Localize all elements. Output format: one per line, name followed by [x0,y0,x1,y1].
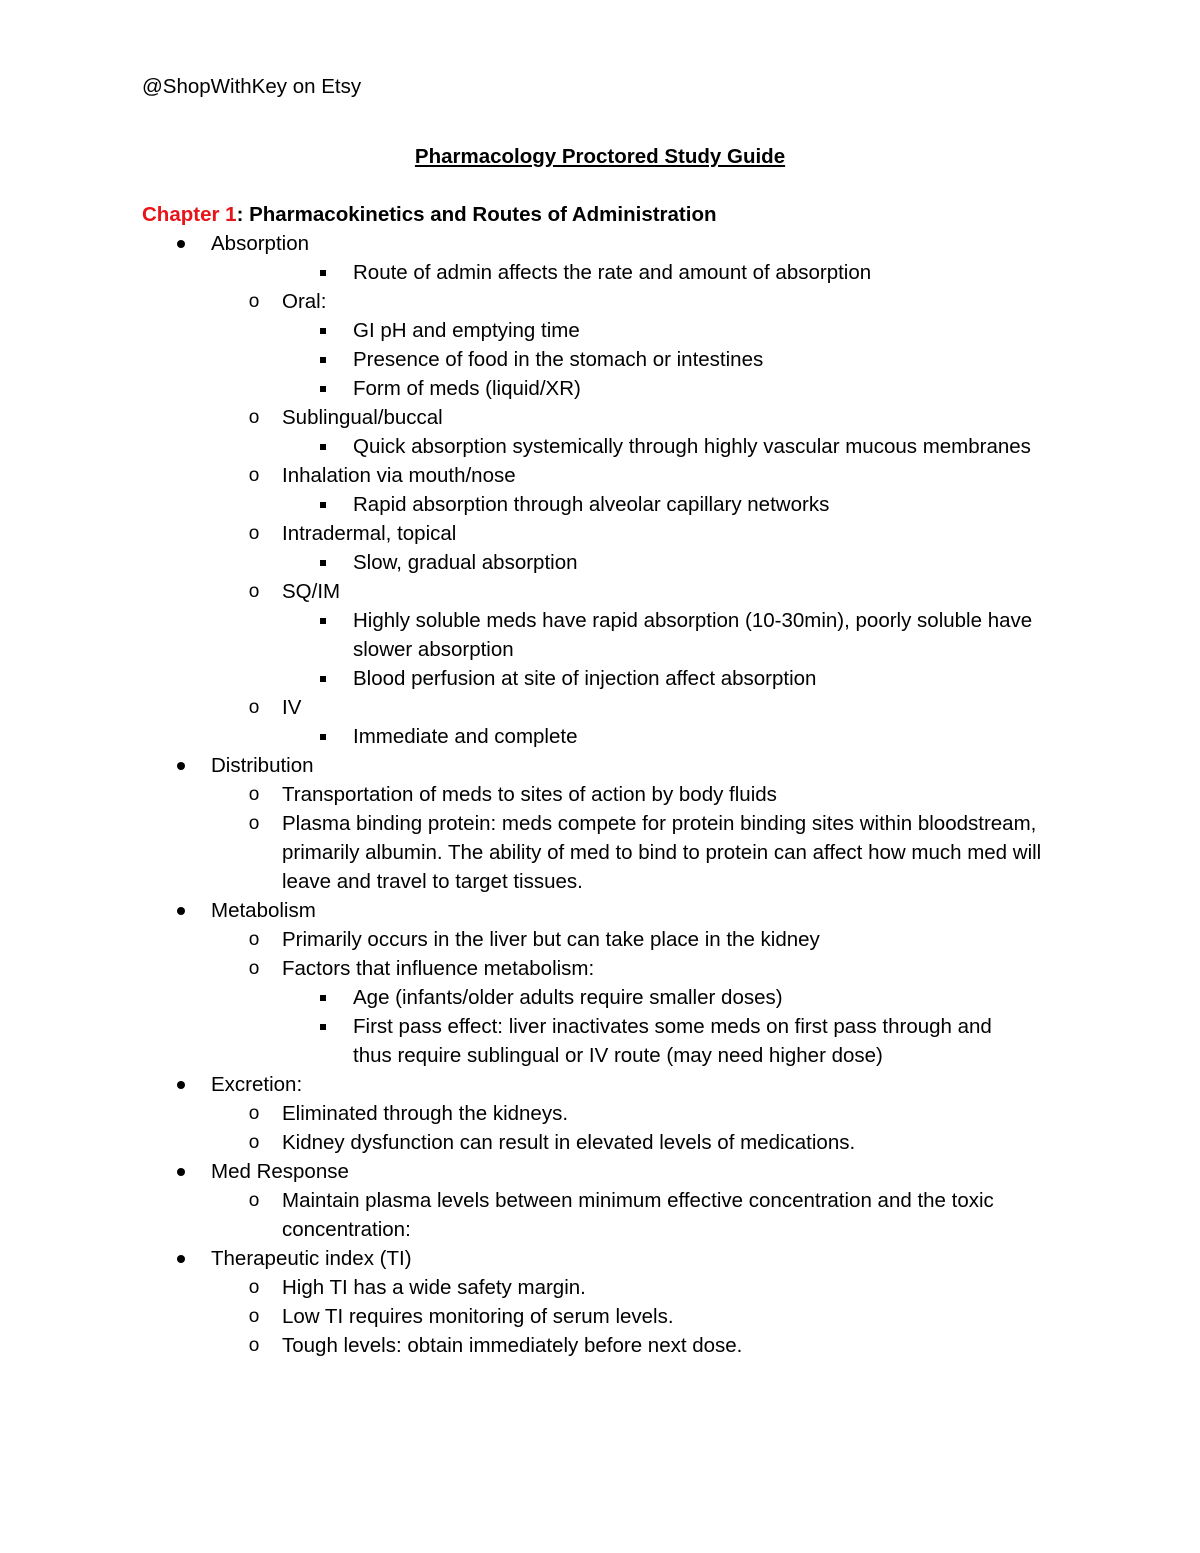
bullet-icon [171,751,191,780]
list-item-text: Sublingual/buccal [282,406,443,429]
list-item [0,345,1200,374]
list-item [0,780,1200,809]
list-item-text: Distribution [211,754,314,777]
list-item-text: GI pH and emptying time [353,319,580,342]
list-item [0,258,1200,287]
square-bullet-icon [313,606,333,635]
list-item-text: SQ/IM [282,580,341,603]
list-item-text: Low TI requires monitoring of serum levels. [282,1305,674,1328]
list-item [0,374,1200,403]
list-item [0,954,1200,983]
circle-bullet-icon: o [248,958,260,979]
list-item [0,1244,1200,1273]
list-item-text: Intradermal, topical [282,522,457,545]
list-item [0,461,1200,490]
list-item-text: High TI has a wide safety margin. [282,1276,586,1299]
circle-bullet-icon: o [248,813,260,834]
list-item [0,1070,1200,1099]
list-item [0,925,1200,954]
list-item-text: Blood perfusion at site of injection affect absorption [353,667,817,690]
circle-bullet-icon: o [248,407,260,428]
square-bullet-icon [313,722,333,751]
list-item [0,809,1200,896]
circle-bullet-icon: o [248,581,260,602]
list-item [0,1012,1200,1070]
list-item-text: Eliminated through the kidneys. [282,1102,569,1125]
list-item-text: Therapeutic index (TI) [211,1247,412,1270]
square-bullet-icon [313,983,333,1012]
list-item [0,548,1200,577]
square-bullet-icon [313,664,333,693]
list-item [0,1157,1200,1186]
list-item [0,693,1200,722]
circle-bullet-icon: o [248,523,260,544]
list-item-text: Tough levels: obtain immediately before next dose. [282,1334,743,1357]
list-item [0,664,1200,693]
list-item-text: Oral: [282,290,327,313]
circle-bullet-icon: o [248,1277,260,1298]
list-item [0,229,1200,258]
list-item [0,316,1200,345]
circle-bullet-icon: o [248,1335,260,1356]
list-item-text: Route of admin affects the rate and amount of absorption [353,261,872,284]
list-item [0,1273,1200,1302]
list-item-text: Excretion: [211,1073,303,1096]
circle-bullet-icon: o [248,697,260,718]
list-item-text: Primarily occurs in the liver but can take place in the kidney [282,928,820,951]
square-bullet-icon [313,548,333,577]
bullet-icon [171,1070,191,1099]
list-item [0,751,1200,780]
chapter-label: Chapter 1 [142,203,237,226]
list-item [0,1302,1200,1331]
list-item [0,1186,1200,1244]
circle-bullet-icon: o [248,929,260,950]
square-bullet-icon [313,258,333,287]
circle-bullet-icon: o [248,291,260,312]
square-bullet-icon [313,374,333,403]
square-bullet-icon [313,1012,333,1041]
square-bullet-icon [313,345,333,374]
list-item-text: Kidney dysfunction can result in elevated levels of medications. [282,1131,856,1154]
list-item [0,896,1200,925]
list-item [0,403,1200,432]
list-item [0,1128,1200,1157]
bullet-icon [171,896,191,925]
bullet-icon [171,229,191,258]
circle-bullet-icon: o [248,465,260,486]
list-item-text: Metabolism [211,899,316,922]
list-item-text: Quick absorption systemically through highly vascular mucous membranes [353,435,1031,458]
list-item-text: Form of meds (liquid/XR) [353,377,581,400]
chapter-title: : Pharmacokinetics and Routes of Administration [236,203,717,226]
list-item [0,287,1200,316]
list-item-text: Age (infants/older adults require smaller doses) [353,986,783,1009]
list-item-text: Rapid absorption through alveolar capillary networks [353,493,830,516]
bullet-icon [171,1244,191,1273]
circle-bullet-icon: o [248,1190,260,1211]
list-item-text: Factors that influence metabolism: [282,957,595,980]
page-header: @ShopWithKey on Etsy [142,75,362,98]
square-bullet-icon [313,432,333,461]
list-item-text: Absorption [211,232,310,255]
list-item [0,519,1200,548]
list-item-text: Inhalation via mouth/nose [282,464,516,487]
list-item-text: IV [282,696,302,719]
outline-list [0,229,1200,1360]
list-item-text: First pass effect: liver inactivates some meds on first pass through and thus require sublingual or IV route (may need higher dose) [353,1015,992,1067]
bullet-icon [171,1157,191,1186]
list-item [0,577,1200,606]
list-item [0,1099,1200,1128]
list-item-text: Maintain plasma levels between minimum effective concentration and the toxic concentration: [282,1189,994,1241]
list-item-text: Presence of food in the stomach or intestines [353,348,764,371]
list-item-text: Slow, gradual absorption [353,551,578,574]
square-bullet-icon [313,490,333,519]
list-item-text: Med Response [211,1160,349,1183]
list-item-text: Immediate and complete [353,725,578,748]
document-title: Pharmacology Proctored Study Guide [414,145,786,168]
list-item [0,1331,1200,1360]
list-item [0,606,1200,664]
square-bullet-icon [313,316,333,345]
circle-bullet-icon: o [248,1103,260,1124]
list-item [0,722,1200,751]
list-item-text: Transportation of meds to sites of action by body fluids [282,783,777,806]
circle-bullet-icon: o [248,784,260,805]
list-item [0,432,1200,461]
chapter-heading [142,200,717,229]
list-item-text: Highly soluble meds have rapid absorption (10-30min), poorly soluble have slower absorption [353,609,1033,661]
circle-bullet-icon: o [248,1132,260,1153]
list-item [0,490,1200,519]
list-item [0,983,1200,1012]
list-item-text: Plasma binding protein: meds compete for protein binding sites within bloodstream, primarily albumin. The ability of med to bind to protein can affect how much med will leave and travel to target tissues. [282,812,1042,893]
circle-bullet-icon: o [248,1306,260,1327]
